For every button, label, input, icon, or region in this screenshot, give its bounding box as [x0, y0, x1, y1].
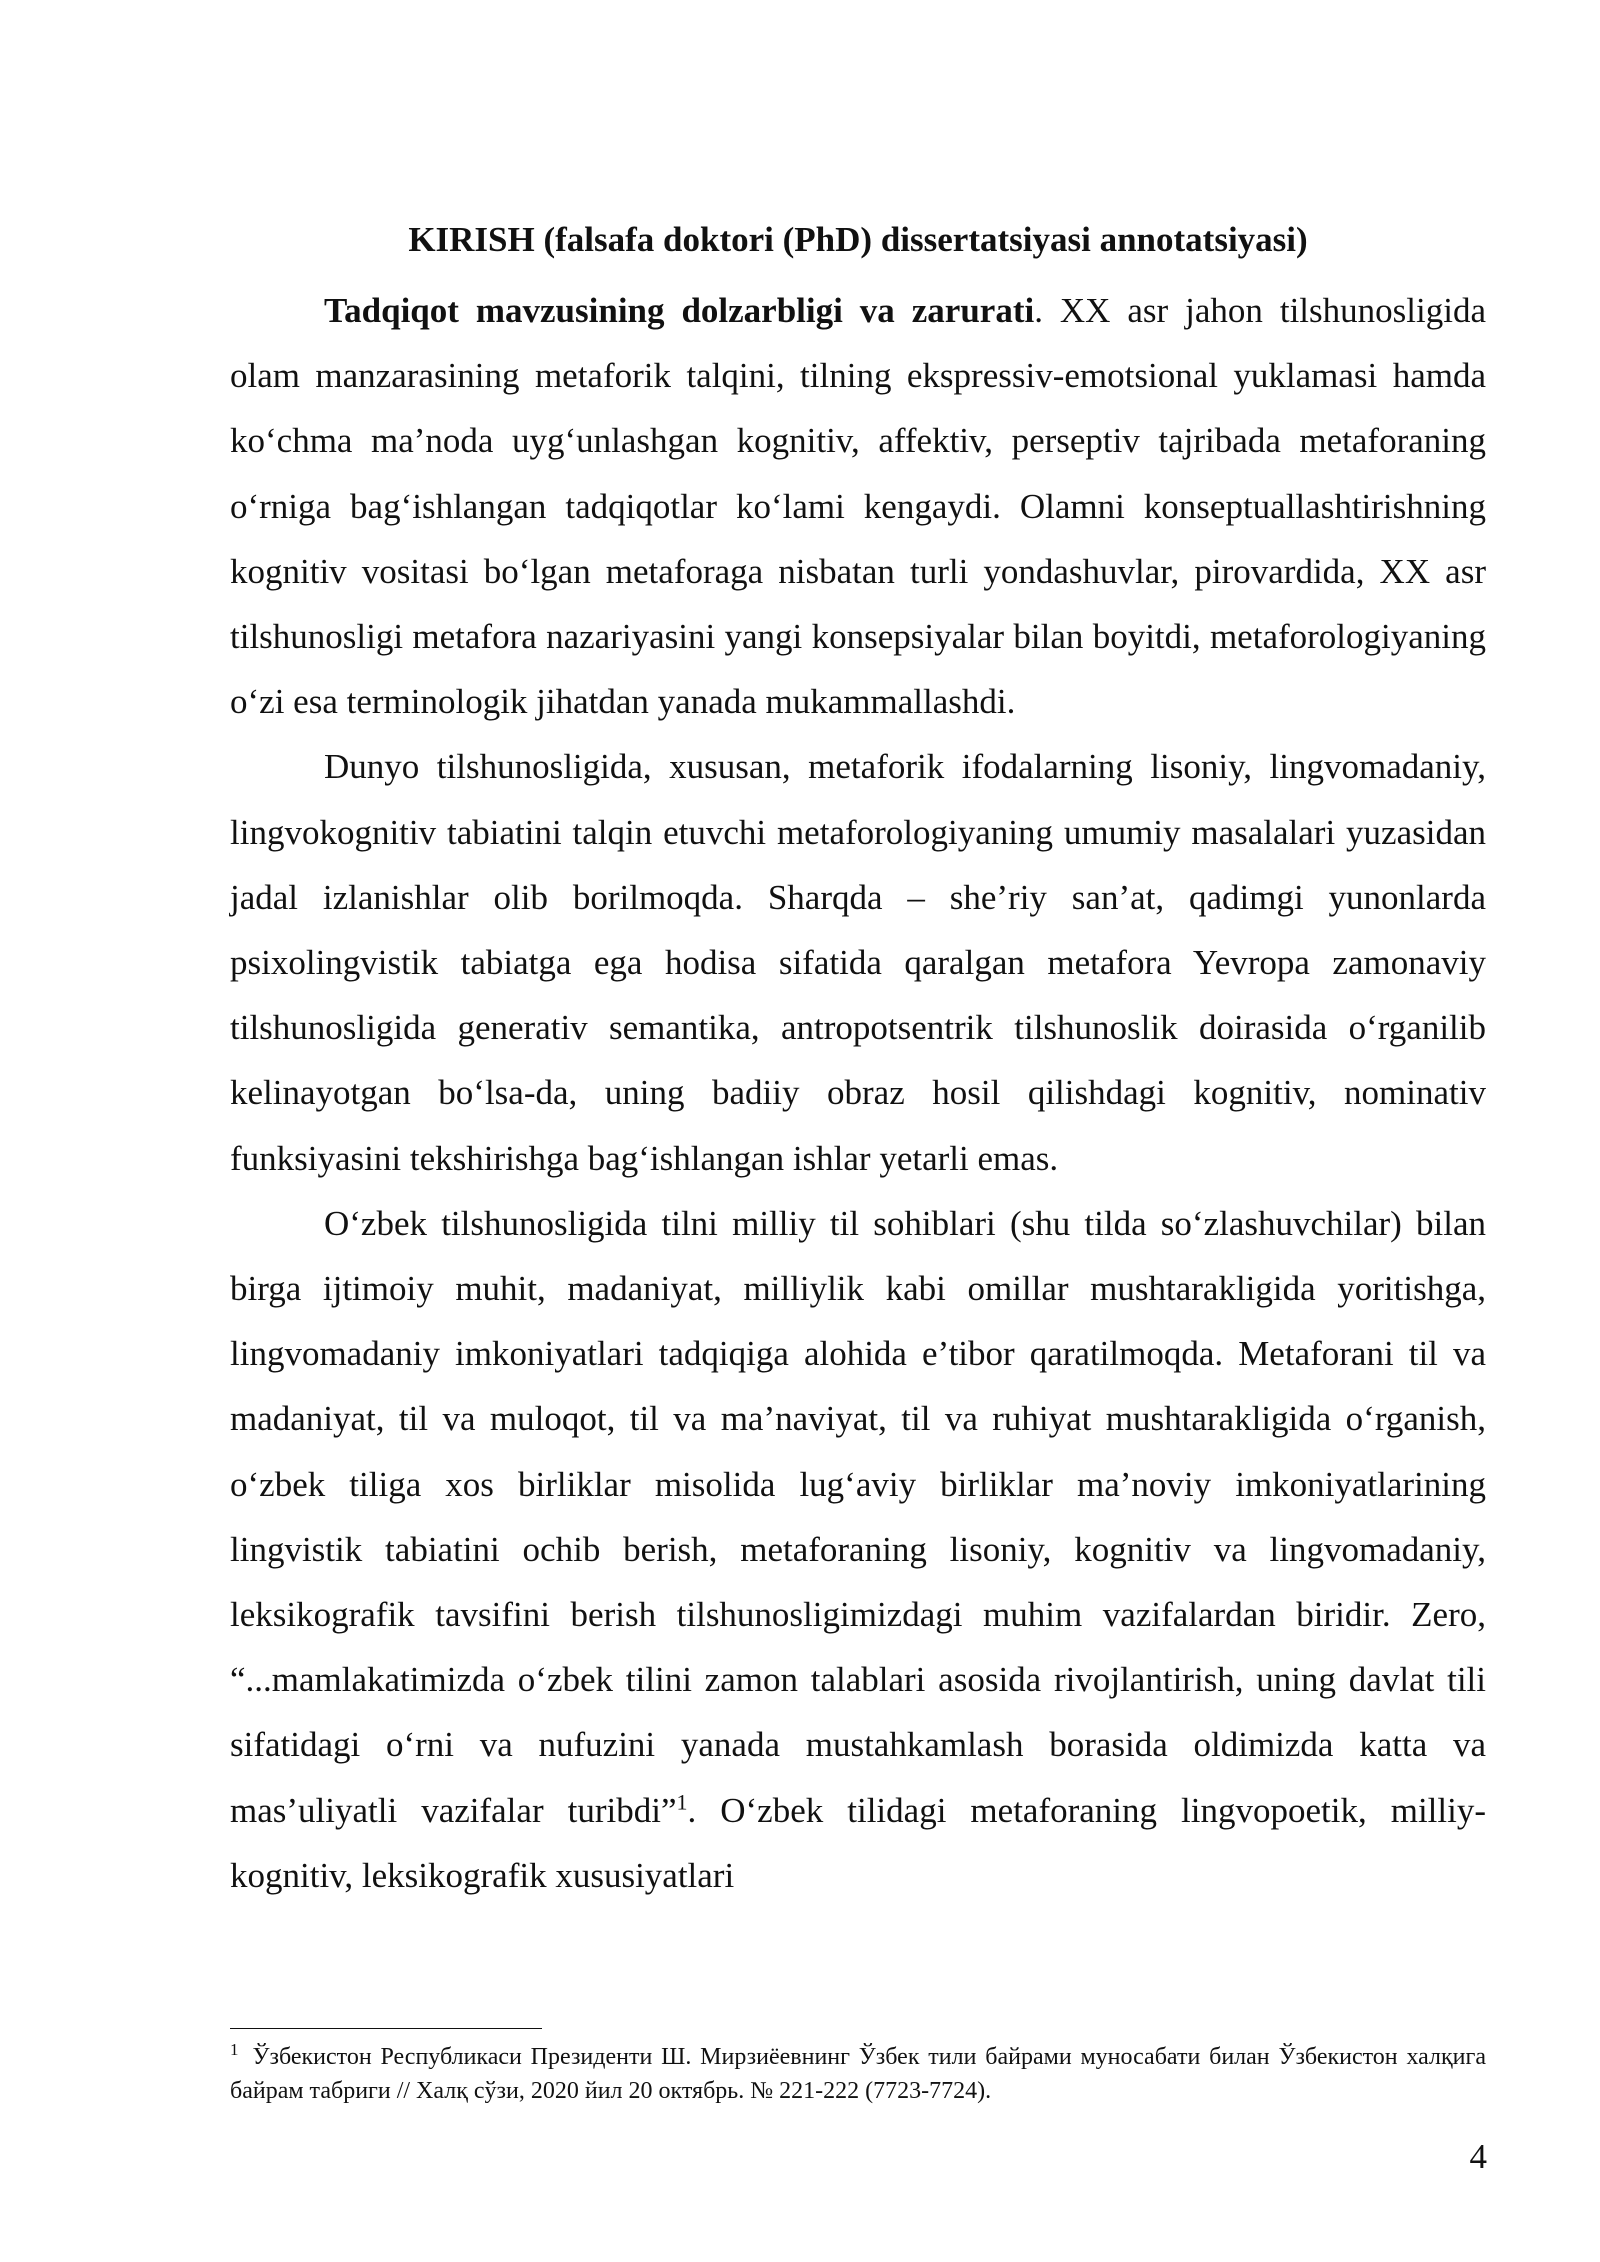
- footnote-separator: [230, 2028, 542, 2029]
- footnote-number: 1: [230, 2040, 239, 2059]
- section-title: KIRISH (falsafa doktori (PhD) dissertatsiyasi annotatsiyasi): [408, 220, 1308, 259]
- footnote: [230, 2040, 1486, 2108]
- footnote-reference[interactable]: 1: [676, 1789, 688, 1815]
- paragraph-text: Dunyo tilshunosligida, xususan, metaforik ifodalarning lisoniy, lingvomadaniy, lingvokognitiv tabiatini talqin etuvchi metaforologiyaning umumiy masalalari yuzasidan jadal izlanishlar olib borilmoqda. Sharqda – she’riy san’at, qadimgi yunonlarda psixolingvistik tabiatga ega hodisa sifatida qaralgan metafora Yevropa zamonaviy tilshunosligida generativ semantika, antropotsentrik tilshunoslik doirasida o‘rganilib kelinayotgan bo‘lsa-da, uning badiiy obraz hosil qilishdagi kognitiv, nominativ funksiyasini tekshirishga bag‘ishlangan ishlar yetarli emas.: [230, 747, 1486, 1178]
- paragraph-text: O‘zbek tilshunosligida tilni milliy til sohiblari (shu tilda so‘zlashuvchilar) bilan birga ijtimoiy muhit, madaniyat, milliylik kabi omillar mushtarakligida yoritishga, lingvomadaniy imkoniyatlari tadqiqiga alohida e’tibor qaratilmoqda. Metaforani til va madaniyat, til va muloqot, til va ma’naviyat, til va ruhiyat mushtarakligida o‘rganish, o‘zbek tiliga xos birliklar misolida lug‘aviy birliklar ma’noviy imkoniyatlarining lingvistik tabiatini ochib berish, metaforaning lisoniy, kognitiv va lingvomadaniy, leksikografik tavsifini berish tilshunosligimizdagi muhim vazifalardan biridir. Zero, “...mamlakatimizda o‘zbek tilini zamon talablari asosida rivojlantirish, uning davlat tili sifatidagi o‘rni va nufuzini yanada mustahkamlash borasida oldimizda katta va mas’uliyatli vazifalar turibdi”: [230, 1203, 1486, 1830]
- paragraph-heading: Tadqiqot mavzusining dolzarbligi va zarurati: [324, 291, 1035, 330]
- paragraph-uzbek-linguistics: [230, 1191, 1486, 1908]
- page-number: 4: [1469, 2137, 1487, 2176]
- paragraph-world-linguistics: [230, 734, 1486, 1190]
- paragraph-text: . XX asr jahon tilshunosligida olam manzarasining metaforik talqini, tilning ekspressiv-emotsional yuklamasi hamda ko‘chma ma’noda uyg‘unlashgan kognitiv, affektiv, perseptiv tajribada metaforaning o‘rniga bag‘ishlangan tadqiqotlar ko‘lami kengaydi. Olamni konseptuallashtirishning kognitiv vositasi bo‘lgan metaforaga nisbatan turli yondashuvlar, pirovardida, XX asr tilshunosligi metafora nazariyasini yangi konsepsiyalar bilan boyitdi, metaforologiyaning o‘zi esa terminologik jihatdan yanada mukammallashdi.: [230, 291, 1486, 722]
- footnote-text: Ўзбекистон Республикаси Президенти Ш. Мирзиёевнинг Ўзбек тили байрами муносабати билан Ўзбекистон халқига байрам табриги // Халқ сўзи, 2020 йил 20 октябрь. № 221-222 (7723-7724).: [230, 2044, 1486, 2104]
- paragraph-relevance: [230, 278, 1486, 734]
- body-text: [230, 278, 1486, 1908]
- paragraph-text-continued: . O‘zbek tilidagi metaforaning lingvopoetik, milliy-kognitiv, leksikografik xususiyatlari: [230, 1790, 1487, 1895]
